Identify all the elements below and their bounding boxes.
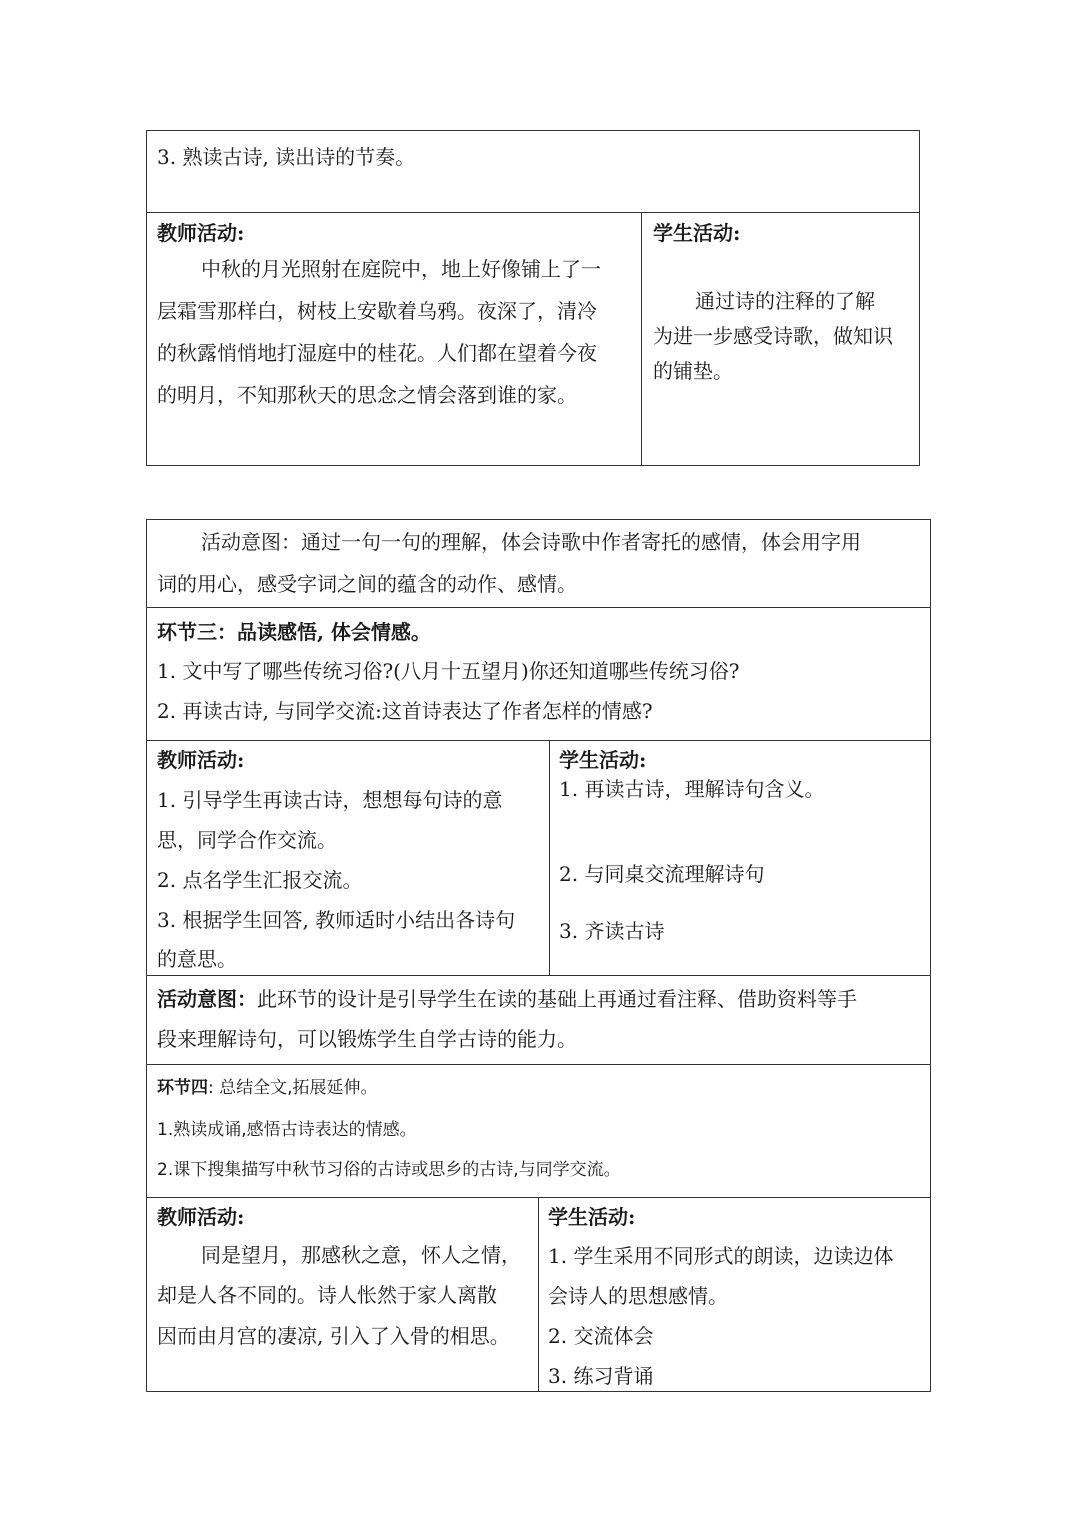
teacher-activity-line: 却是人各不同的。诗人怅然于家人离散 (157, 1283, 497, 1307)
activity-intent-line: 活动意图：通过一句一句的理解，体会诗歌中作者寄托的感情，体会用字用 (201, 530, 861, 554)
teacher-activity-line: 层霜雪那样白，树枝上安歇着乌鸦。夜深了，清冷 (157, 299, 597, 323)
activity-intent-label: 活动意图： (157, 987, 257, 1011)
teacher-activity-line: 的意思。 (157, 947, 237, 971)
teacher-activity-heading: 教师活动: (157, 748, 245, 772)
student-activity-heading: 学生活动: (653, 221, 741, 245)
student-activity-item: 会诗人的思想感情。 (548, 1284, 728, 1308)
row-divider (147, 1064, 930, 1065)
section-3-item: 2. 再读古诗, 与同学交流:这首诗表达了作者怎样的情感? (157, 699, 653, 723)
student-activity-item: 2. 交流体会 (548, 1324, 654, 1348)
student-activity-heading: 学生活动: (559, 748, 647, 772)
teacher-activity-line: 的明月，不知那秋天的思念之情会落到谁的家。 (157, 383, 577, 407)
student-activity-item: 3. 练习背诵 (548, 1364, 654, 1388)
activity-intent-line (157, 987, 857, 1011)
activity-intent-text: 此环节的设计是引导学生在读的基础上再通过看注释、借助资料等手 (257, 987, 857, 1011)
student-activity-line: 通过诗的注释的了解 (695, 289, 875, 313)
teacher-activity-heading: 教师活动: (157, 1205, 245, 1229)
teacher-activity-line: 1. 引导学生再读古诗，想想每句诗的意 (157, 788, 503, 812)
student-activity-item: 1. 再读古诗，理解诗句含义。 (559, 777, 825, 801)
student-activity-item: 2. 与同桌交流理解诗句 (559, 862, 765, 886)
activity-intent-line: 段来理解诗句，可以锻炼学生自学古诗的能力。 (157, 1027, 577, 1051)
student-activity-item: 3. 齐读古诗 (559, 919, 665, 943)
activity-intent-line: 词的用心，感受字词之间的蕴含的动作、感情。 (157, 572, 577, 596)
section-3-item: 1. 文中写了哪些传统习俗?(八月十五望月)你还知道哪些传统习俗? (157, 659, 740, 683)
column-divider (549, 740, 550, 975)
row-divider (147, 212, 919, 213)
lesson-table-2 (146, 519, 931, 1392)
teacher-activity-line: 因而由月宫的凄凉, 引入了入骨的相思。 (157, 1324, 510, 1348)
student-activity-heading: 学生活动: (548, 1205, 636, 1229)
section-4-title-text: : 总结全文,拓展延伸。 (208, 1078, 378, 1098)
teacher-activity-line: 的秋露悄悄地打湿庭中的桂花。人们都在望着今夜 (157, 341, 597, 365)
teacher-activity-line: 2. 点名学生汇报交流。 (157, 868, 363, 892)
student-activity-line: 为进一步感受诗歌，做知识 (653, 324, 893, 348)
section-4-label: 环节四 (157, 1078, 208, 1098)
teacher-activity-line: 3. 根据学生回答, 教师适时小结出各诗句 (157, 908, 516, 932)
student-activity-item: 1. 学生采用不同形式的朗读，边读边体 (548, 1244, 894, 1268)
teacher-activity-heading: 教师活动: (157, 221, 245, 245)
column-divider (641, 212, 642, 466)
section-4-item: 1.熟读成诵,感悟古诗表达的情感。 (157, 1120, 417, 1140)
section-3-title: 环节三：品读感悟, 体会情感。 (157, 620, 431, 644)
student-activity-line: 的铺垫。 (653, 359, 733, 383)
column-divider (538, 1197, 539, 1392)
row-divider (147, 975, 930, 976)
objective-item-3: 3. 熟读古诗, 读出诗的节奏。 (157, 145, 416, 169)
section-4-item: 2.课下搜集描写中秋节习俗的古诗或思乡的古诗,与同学交流。 (157, 1160, 621, 1180)
teacher-activity-line: 同是望月，那感秋之意，怀人之情， (201, 1243, 521, 1267)
row-divider (147, 740, 930, 741)
row-divider (147, 607, 930, 608)
section-4-title (157, 1076, 378, 1100)
teacher-activity-line: 中秋的月光照射在庭院中，地上好像铺上了一 (201, 257, 601, 281)
teacher-activity-line: 思，同学合作交流。 (157, 828, 337, 852)
lesson-table-1 (146, 130, 920, 466)
